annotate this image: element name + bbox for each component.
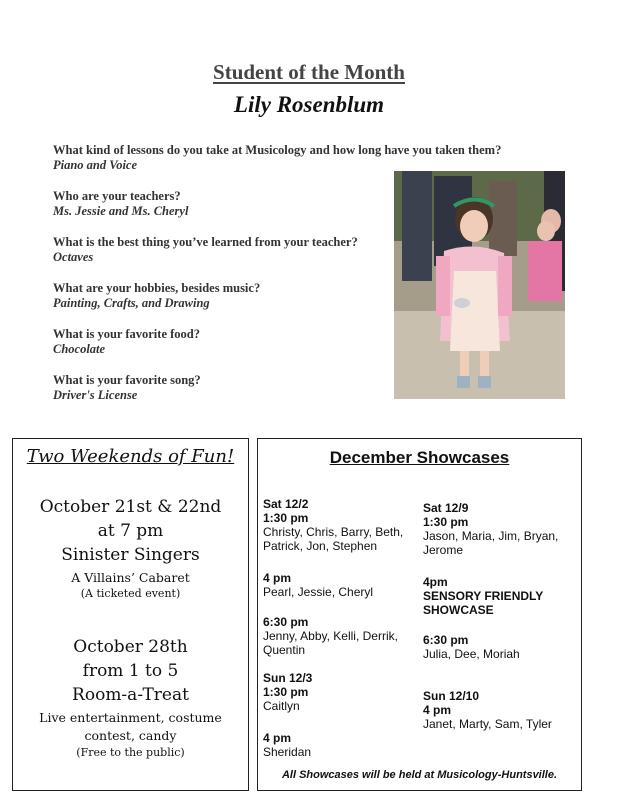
showcase-time: 6:30 pm xyxy=(263,615,309,629)
showcase-slot xyxy=(263,571,413,599)
showcase-names: Jason, Maria, Jim, Bryan, Jerome xyxy=(423,529,559,557)
event2-desc-line2: contest, candy xyxy=(84,728,177,743)
showcase-time: 1:30 pm xyxy=(263,685,309,699)
showcases-footer-note: All Showcases will be held at Musicology-Huntsville. xyxy=(281,769,558,781)
showcase-names: Caitlyn xyxy=(263,699,300,713)
showcase-names: Jenny, Abby, Kelli, Derrik, Quentin xyxy=(263,629,398,657)
student-name: Lily Rosenblum xyxy=(233,92,385,117)
showcase-time: 4 pm xyxy=(263,731,292,745)
event2-desc-line1: Live entertainment, costume xyxy=(39,710,222,725)
question: What is your favorite food? xyxy=(53,327,200,341)
showcase-names: Janet, Marty, Sam, Tyler xyxy=(423,717,552,731)
question: What is the best thing you’ve learned from your teacher? xyxy=(53,235,358,249)
question: What is your favorite song? xyxy=(53,373,201,387)
showcase-names: Sheridan xyxy=(263,745,312,759)
student-photo-illustration xyxy=(394,171,565,399)
showcase-slot xyxy=(423,575,573,617)
event1-name: Sinister Singers xyxy=(61,545,200,565)
page-title: Student of the Month xyxy=(213,60,405,84)
showcase-slot xyxy=(263,731,413,759)
showcase-time: 1:30 pm xyxy=(263,511,309,525)
answer: Ms. Jessie and Ms. Cheryl xyxy=(53,204,189,218)
fun-events-title: Two Weekends of Fun! xyxy=(26,446,235,467)
answer: Chocolate xyxy=(53,342,106,356)
showcase-names: Julia, Dee, Moriah xyxy=(423,647,520,661)
event1-date: October 21st & 22nd xyxy=(39,497,222,517)
showcase-slot xyxy=(423,689,573,731)
showcase-slot xyxy=(423,501,573,557)
answer: Painting, Crafts, and Drawing xyxy=(53,296,210,310)
question: Who are your teachers? xyxy=(53,189,181,203)
showcase-time: 4pm xyxy=(423,575,448,589)
showcase-date: Sun 12/10 xyxy=(423,689,480,703)
showcase-time: 1:30 pm xyxy=(423,515,469,529)
showcase-time: 6:30 pm xyxy=(423,633,469,647)
event1-time: at 7 pm xyxy=(97,521,164,541)
event1-note: (A ticketed event) xyxy=(80,587,181,600)
answer: Driver's License xyxy=(53,388,138,402)
showcases-title: December Showcases xyxy=(329,448,510,467)
showcase-date: Sat 12/9 xyxy=(423,501,469,515)
event2-date: October 28th xyxy=(73,637,188,657)
question: What are your hobbies, besides music? xyxy=(53,281,261,295)
showcase-slot xyxy=(263,497,413,553)
showcase-slot xyxy=(423,633,573,661)
showcase-time: 4 pm xyxy=(423,703,452,717)
qa-item xyxy=(53,143,503,173)
showcase-names: SENSORY FRIENDLY SHOWCASE xyxy=(423,589,544,617)
showcase-date: Sat 12/2 xyxy=(263,497,309,511)
event2-time: from 1 to 5 xyxy=(82,661,179,681)
showcase-slot xyxy=(263,671,413,713)
showcase-slot xyxy=(263,615,413,657)
event2-note: (Free to the public) xyxy=(76,746,185,759)
showcases-box xyxy=(257,438,582,791)
fun-events-box xyxy=(12,438,249,791)
showcase-names: Christy, Chris, Barry, Beth, Patrick, Jon, Stephen xyxy=(263,525,404,553)
student-photo xyxy=(394,171,565,399)
showcase-names: Pearl, Jessie, Cheryl xyxy=(263,585,374,599)
answer: Piano and Voice xyxy=(53,158,138,172)
answer: Octaves xyxy=(53,250,94,264)
question: What kind of lessons do you take at Musicology and how long have you taken them? xyxy=(53,143,502,157)
showcase-date: Sun 12/3 xyxy=(263,671,313,685)
showcase-time: 4 pm xyxy=(263,571,292,585)
event2-name: Room-a-Treat xyxy=(72,685,189,705)
event1-subtitle: A Villains’ Cabaret xyxy=(71,570,190,585)
